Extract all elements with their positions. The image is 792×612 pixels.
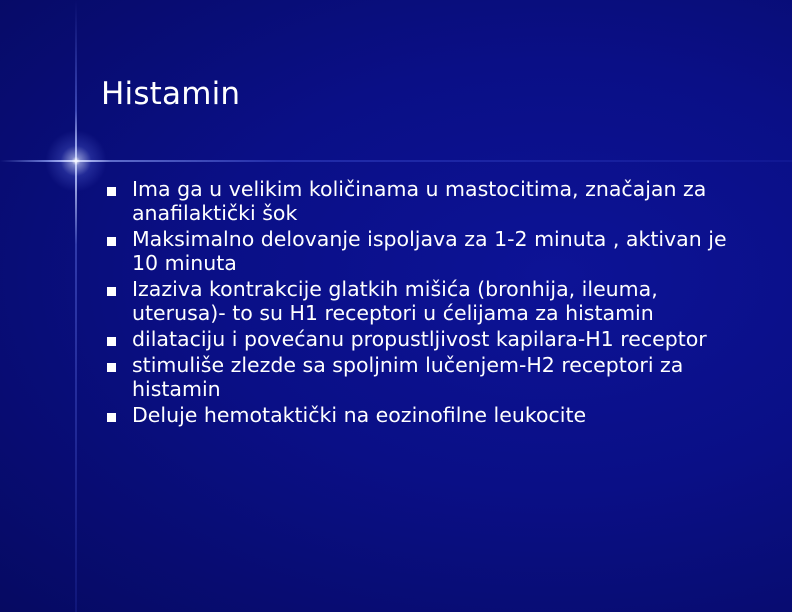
bullet-text: dilataciju i povećanu propustljivost kapilara-H1 receptor: [132, 327, 707, 351]
square-bullet-icon: [107, 237, 116, 246]
bullet-list: [107, 177, 747, 429]
square-bullet-icon: [107, 187, 116, 196]
square-bullet-icon: [107, 287, 116, 296]
square-bullet-icon: [107, 337, 116, 346]
star-glow-icon: [45, 130, 107, 192]
bullet-item: [107, 227, 747, 275]
bullet-text: Maksimalno delovanje ispoljava za 1-2 minuta , aktivan je 10 minuta: [132, 227, 727, 275]
bullet-item: [107, 353, 747, 401]
bullet-text: stimuliše zlezde sa spoljnim lučenjem-H2 receptori za histamin: [132, 353, 684, 401]
slide-title: Histamin: [101, 76, 241, 112]
bullet-item: [107, 177, 747, 225]
lens-flare-vertical: [75, 0, 77, 612]
bullet-text: Ima ga u velikim količinama u mastocitima, značajan za anafilaktički šok: [132, 177, 707, 225]
bullet-text: Izaziva kontrakcije glatkih mišića (bronhija, ileuma, uterusa)- to su H1 receptori u ćelijama za histamin: [132, 277, 658, 325]
square-bullet-icon: [107, 413, 116, 422]
bullet-text: Deluje hemotaktički na eozinofilne leukocite: [132, 403, 587, 427]
square-bullet-icon: [107, 363, 116, 372]
lens-flare-horizontal: [0, 160, 792, 162]
bullet-item: [107, 327, 747, 351]
bullet-item: [107, 277, 747, 325]
bullet-item: [107, 403, 747, 427]
